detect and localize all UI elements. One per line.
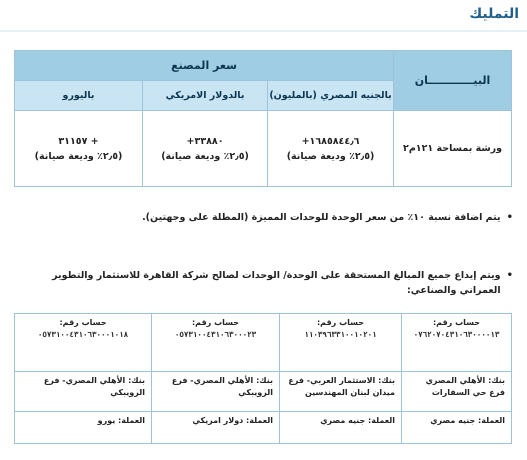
eur-note: (٢٫٥٪ وديعة صيانة) (34, 150, 123, 162)
bank-name-cell: بنك: الاستثمار العربي- فرع ميدان لبنان المهندسين (280, 372, 402, 412)
bullet-text (52, 268, 500, 298)
bank-accounts-table (14, 313, 512, 444)
bank-name-cell: بنك: الأهلي المصري فرع حي السفارات (402, 372, 512, 412)
account-cell (402, 314, 512, 372)
account-number: ١١٠٣٩٦٣٣١٠٠١٠٢٠١ (304, 330, 377, 339)
usd-note: (٢٫٥٪ وديعة صيانة) (161, 150, 249, 162)
account-label: حساب رقم: (432, 318, 481, 327)
currency-cell: العملة: يورو (15, 412, 152, 444)
bullet-text: يتم اضافة نسبة ١٠٪ من سعر الوحدة للوحدات المميزة (المطلة على وجهتين). (142, 212, 501, 223)
page-title: التمليك (469, 6, 519, 22)
account-cell (152, 314, 280, 372)
header-egp: بالجنيه المصري (بالمليون) (268, 81, 394, 111)
row-usd (143, 111, 268, 187)
title-divider (0, 30, 527, 32)
header-statement: البيــــــــــــان (394, 51, 512, 111)
bank-name-cell: بنك: الأهلي المصري- فرع الرويبكي (152, 372, 280, 412)
egp-note: (٢٫٥٪ وديعة صيانة) (286, 150, 375, 162)
header-usd: بالدولار الامريكي (143, 81, 268, 111)
account-number: ٠٥٧٣١٠٠٤٣١٠٦٣٠٠٠٢٣ (174, 330, 257, 339)
eur-value: + ٣١١٥٧ (58, 135, 99, 147)
account-cell (15, 314, 152, 372)
bullet-item-deposit (14, 268, 513, 298)
header-eur: باليورو (15, 81, 143, 111)
account-number: ٠٥٧٣١٠٠٤٣١٠٦٣٠٠٠١٠١٨ (37, 330, 129, 339)
bullet-text-line2: العمراني والصناعي: (406, 285, 501, 296)
bullet-dot-icon: • (506, 212, 513, 223)
row-eur (15, 111, 143, 187)
account-label: حساب رقم: (316, 318, 365, 327)
currency-cell: العملة: دولار امريكي (152, 412, 280, 444)
row-egp (268, 111, 394, 187)
header-factory-price: سعر المصنع (15, 51, 394, 81)
bullet-dot-icon: • (506, 270, 513, 281)
price-table (14, 50, 512, 187)
currency-cell: العملة: جنيه مصري (280, 412, 402, 444)
egp-value: ١٦٨٥٨٤٤٫٦+ (301, 135, 360, 147)
row-statement: ورشة بمساحة ١٢١م٢ (394, 111, 512, 187)
account-cell (280, 314, 402, 372)
account-label: حساب رقم: (59, 318, 107, 327)
account-number: ٠٧٦٢٠٧٠٤٣١٠٦٣٠٠٠٠١٣ (413, 330, 500, 339)
account-label: حساب رقم: (191, 318, 240, 327)
bullet-item-premium (142, 210, 513, 225)
currency-cell: العملة: جنيه مصري (402, 412, 512, 444)
bank-name-cell: بنك: الأهلي المصري- فرع الرويبكي (15, 372, 152, 412)
usd-value: ٣٣٨٨٠+ (186, 135, 224, 147)
bullet-text-line1: ويتم إيداع جميع المبالغ المستحقة على الوحدة/ الوحدات لصالح شركة القاهرة للاستثمار والتطوير (52, 270, 501, 281)
